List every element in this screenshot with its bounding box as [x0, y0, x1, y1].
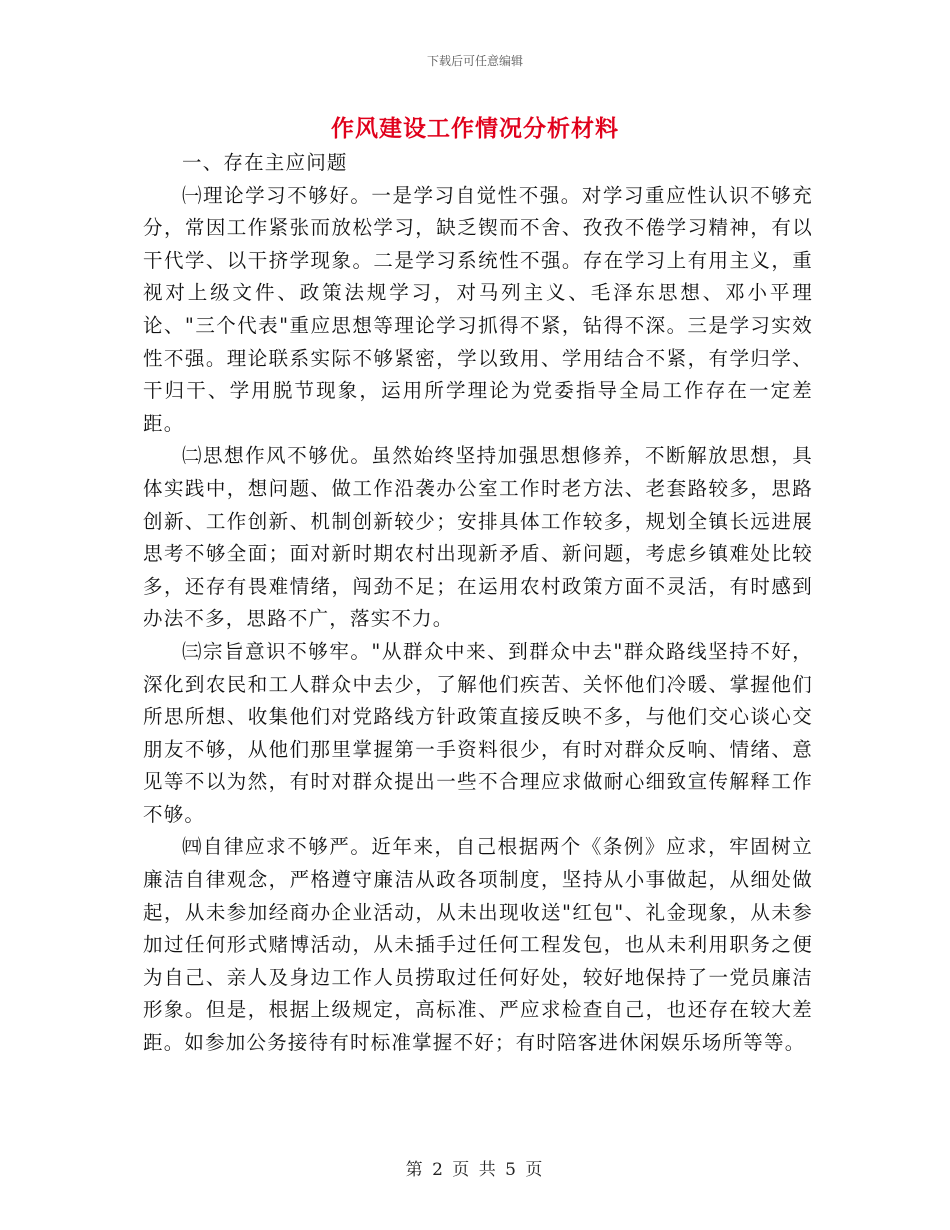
- paragraph-self-discipline: ㈣自律应求不够严。近年来，自己根据两个《条例》应求，牢固树立廉洁自律观念，严格遵守廉洁从政各项制度，坚持从小事做起，从细处做起，从未参加经商办企业活动，从未出现收送"红包"、礼金现象，从未参加过任何形式赌博活动，从未插手过任何工程发包，也从未利用职务之便为自己、亲人及身边工作人员捞取过任何好处，较好地保持了一党员廉洁形象。但是，根据上级规定，高标准、严应求检查自己，也还存在较大差距。如参加公务接待有时标准掌握不好；有时陪客进休闲娱乐场所等等。: [143, 835, 813, 1055]
- page-header-note: 下载后可任意编辑: [426, 54, 523, 68]
- page-number: 第 2 页 共 5 页: [405, 1160, 545, 1180]
- paragraph-purpose-awareness: ㈢宗旨意识不够牢。"从群众中来、到群众中去"群众路线坚持不好，深化到农民和工人群众中去少，了解他们疾苦、关怀他们冷暖、掌握他们所思所想、收集他们对党路线方针政策直接反映不多，与他们交心谈心交朋友不够，从他们那里掌握第一手资料很少，有时对群众反响、情绪、意见等不以为然，有时对群众提出一些不合理应求做耐心细致宣传解释工作不够。: [143, 639, 813, 826]
- paragraph-theory-study: ㈠理论学习不够好。一是学习自觉性不强。对学习重应性认识不够充分，常因工作紧张而放松学习，缺乏锲而不舍、孜孜不倦学习精神，有以干代学、以干挤学现象。二是学习系统性不强。存在学习上有用主义，重视对上级文件、政策法规学习，对马列主义、毛泽东思想、邓小平理论、"三个代表"重应思想等理论学习抓得不紧，钻得不深。三是学习实效性不强。理论联系实际不够紧密，学以致用、学用结合不紧，有学归学、干归干、学用脱节现象，运用所学理论为党委指导全局工作存在一定差距。: [143, 183, 813, 435]
- document-body: [143, 147, 813, 1060]
- section-heading: 一、存在主应问题: [182, 151, 348, 174]
- document-title: 作风建设工作情况分析材料: [331, 115, 619, 142]
- paragraph-thinking-style: ㈡思想作风不够优。虽然始终坚持加强思想修养，不断解放思想，具体实践中，想问题、做工作沿袭办公室工作时老方法、老套路较多，思路创新、工作创新、机制创新较少；安排具体工作较多，规划全镇长远进展思考不够全面；面对新时期农村出现新矛盾、新问题，考虑乡镇难处比较多，还存有畏难情绪，闯劲不足；在运用农村政策方面不灵活，有时感到办法不多，思路不广，落实不力。: [143, 444, 813, 631]
